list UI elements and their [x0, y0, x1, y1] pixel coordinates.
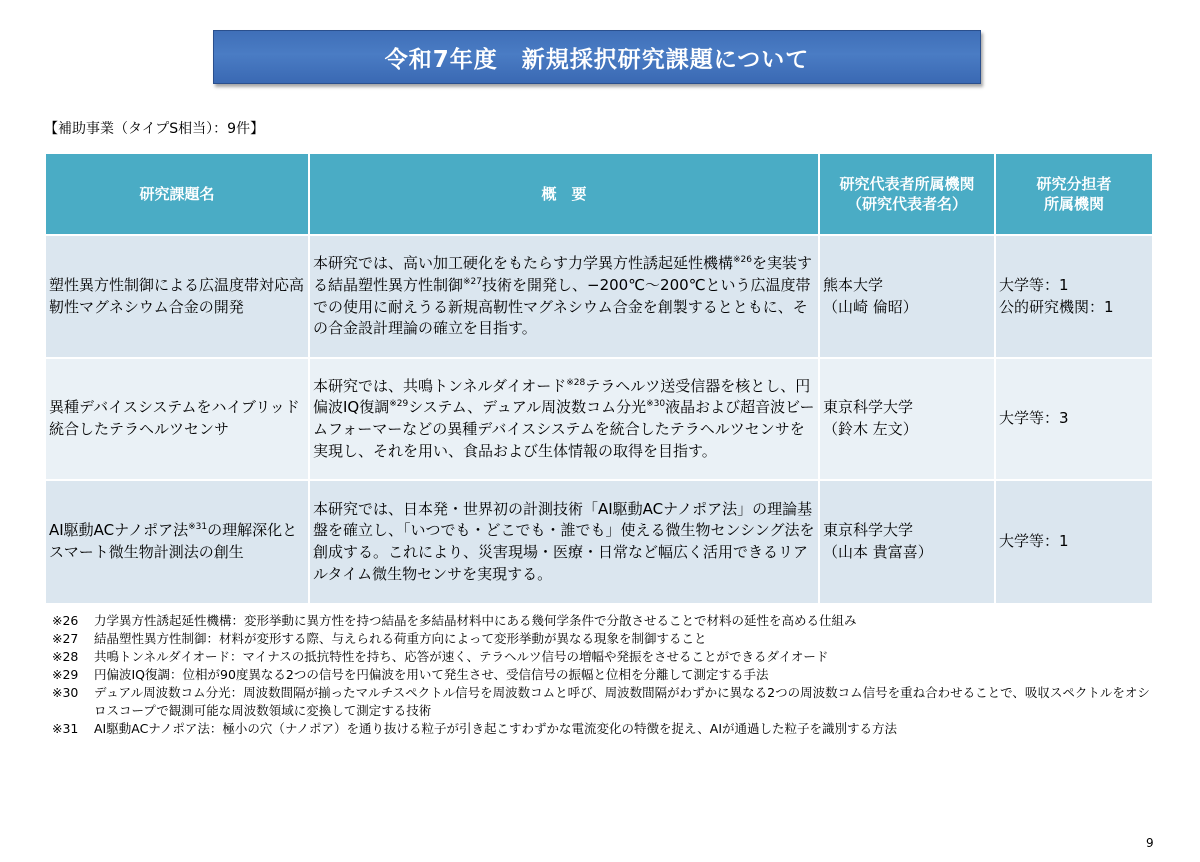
- institution-cell: [820, 236, 994, 357]
- footnote: [52, 720, 1162, 738]
- footnote-mark: ※28: [52, 649, 79, 664]
- projects-table: [44, 152, 1154, 605]
- summary-text: テラヘルツ送受信器を核とし、円偏波IQ復調: [313, 376, 811, 417]
- footnote-mark: ※27: [52, 631, 79, 646]
- footnote-text: 結晶塑性異方性制御：材料が変形する際、与えられる荷重方向によって変形挙動が異なる現象を制御すること: [94, 631, 707, 646]
- table-header-row: [46, 154, 1152, 234]
- summary-cell: [310, 236, 818, 357]
- category-heading: 【補助事業（タイプS相当）：9件】: [44, 121, 265, 137]
- footnote-ref: ※31: [188, 522, 208, 533]
- table-row: [46, 236, 1152, 357]
- header-representative-line2: （研究代表者名）: [846, 195, 967, 213]
- shared-cell: [996, 236, 1152, 357]
- footnote-ref: ※26: [733, 255, 753, 265]
- footnote: [52, 648, 1162, 666]
- page-number: 9: [1146, 836, 1154, 850]
- header-representative-line1: 研究代表者所属機関: [839, 174, 975, 193]
- footnote-ref: ※27: [463, 276, 483, 287]
- header-shared-line2: 所属機関: [1043, 195, 1104, 213]
- summary-cell: [310, 359, 818, 479]
- header-shared: [996, 154, 1152, 234]
- summary-text: 本研究では、高い加工硬化をもたらす力学異方性誘起延性機構: [313, 254, 734, 272]
- footnote-text: 力学異方性誘起延性機構：変形挙動に異方性を持つ結晶を多結晶材料中にある幾何学条件で分散させることで材料の延性を高める仕組み: [94, 613, 857, 628]
- footnote-mark: ※29: [52, 667, 79, 682]
- footnote-mark: ※26: [52, 613, 79, 628]
- shared-count: 大学等：1: [999, 532, 1069, 551]
- footnote-text: 共鳴トンネルダイオード：マイナスの抵抗特性を持ち、応答が速く、テラヘルツ信号の増幅や発振をさせることができるダイオード: [94, 649, 829, 664]
- representative-name: （山崎 倫昭）: [823, 297, 918, 316]
- footnote: [52, 666, 1162, 684]
- table-row: [46, 481, 1152, 603]
- topic-text: AI駆動ACナノポア法: [49, 521, 189, 540]
- footnote: [52, 684, 1162, 720]
- footnote-mark: ※31: [52, 721, 79, 736]
- footnote-ref: ※28: [566, 377, 586, 388]
- header-representative: [820, 154, 994, 234]
- footnote-ref: ※29: [389, 399, 409, 410]
- institution-name: 東京科学大学: [823, 398, 914, 417]
- shared-count: 公的研究機関：1: [999, 297, 1114, 316]
- footnote-ref: ※30: [646, 399, 666, 410]
- header-topic: 研究課題名: [46, 154, 308, 234]
- summary-text: 技術を開発し、−200℃〜200℃という広温度帯での使用に耐えうる新規高靭性マグネシウム合金を創製するとともに、その合金設計理論の確立を目指す。: [313, 275, 811, 338]
- footnotes: [52, 612, 1162, 738]
- institution-name: 東京科学大学: [823, 521, 914, 540]
- institution-cell: [820, 481, 994, 603]
- shared-cell: [996, 359, 1152, 479]
- header-shared-line1: 研究分担者: [1036, 174, 1112, 193]
- institution-name: 熊本大学: [823, 275, 884, 294]
- summary-text: システム、デュアル周波数コム分光: [408, 398, 647, 417]
- footnote: [52, 630, 1162, 648]
- footnote-text: AI駆動ACナノポア法：極小の穴（ナノポア）を通り抜ける粒子が引き起こすわずかな電流変化の特徴を捉え、AIが通過した粒子を識別する方法: [94, 721, 898, 736]
- shared-count: 大学等：1: [999, 275, 1069, 294]
- topic-cell: 異種デバイスシステムをハイブリッド統合したテラヘルツセンサ: [46, 359, 308, 479]
- slide-title: 令和7年度 新規採択研究課題について: [213, 30, 981, 84]
- shared-count: 大学等：3: [999, 409, 1069, 428]
- header-summary: 概 要: [310, 154, 818, 234]
- footnote-text: デュアル周波数コム分光：周波数間隔が揃ったマルチスペクトル信号を周波数コムと呼び、周波数間隔がわずかに異なる2つの周波数コム信号を重ね合わせることで、吸収スペクトルをオシロスコープで観測可能な周波数領域に変換して測定する技術: [94, 685, 1150, 718]
- summary-cell: 本研究では、日本発・世界初の計測技術「AI駆動ACナノポア法」の理論基盤を確立し、「いつでも・どこでも・誰でも」使える微生物センシング法を創成する。これにより、災害現場・医療・日常など幅広く活用できるリアルタイム微生物センサを実現する。: [310, 481, 818, 603]
- footnote-text: 円偏波IQ復調：位相が90度異なる2つの信号を円偏波を用いて発生させ、受信信号の振幅と位相を分離して測定する手法: [94, 667, 769, 682]
- footnote-mark: ※30: [52, 685, 79, 700]
- summary-text: を実装する結晶塑性異方性制御: [313, 254, 813, 294]
- table-row: [46, 359, 1152, 479]
- topic-cell: [46, 481, 308, 603]
- topic-cell: 塑性異方性制御による広温度帯対応高靭性マグネシウム合金の開発: [46, 236, 308, 357]
- institution-cell: [820, 359, 994, 479]
- shared-cell: [996, 481, 1152, 603]
- representative-name: （山本 貴富喜）: [823, 543, 933, 561]
- representative-name: （鈴木 左文）: [823, 420, 918, 438]
- topic-text: の理解深化とスマート微生物計測法の創生: [49, 521, 298, 561]
- footnote: [52, 612, 1162, 630]
- summary-text: 本研究では、共鳴トンネルダイオード: [313, 376, 567, 395]
- summary-text: 液晶および超音波ビームフォーマーなどの異種デバイスシステムを統合したテラヘルツセンサを実現し、それを用い、食品および生体情報の取得を目指す。: [313, 398, 815, 460]
